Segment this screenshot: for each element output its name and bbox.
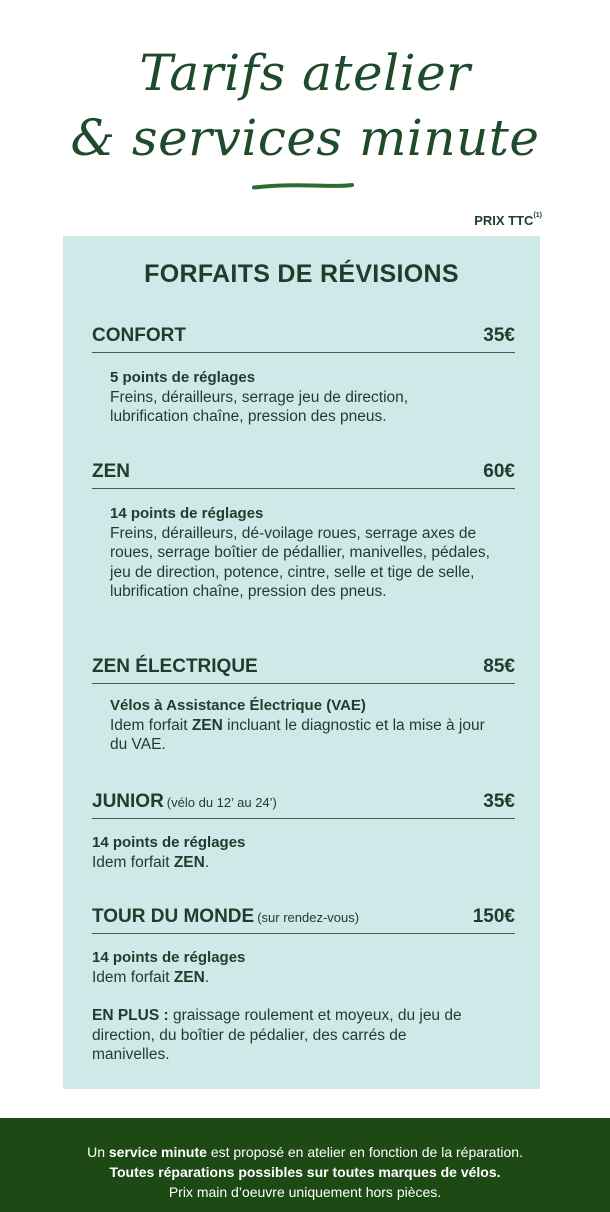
page-title-line-1: Tarifs atelier: [139, 44, 471, 102]
package-price: 35€: [483, 791, 515, 812]
package-header-junior: [92, 792, 515, 819]
package-description: Idem forfait ZEN incluant le diagnostic et la mise à jour du VAE.: [110, 716, 485, 753]
package-body-zen-electrique: [110, 696, 490, 755]
package-name: ZEN: [92, 461, 130, 482]
package-subtitle: 14 points de réglages: [92, 949, 246, 966]
package-name: JUNIOR (vélo du 12’ au 24’): [92, 791, 277, 812]
package-description: Freins, dérailleurs, dé-voilage roues, serrage axes de roues, serrage boîtier de pédallier, manivelles, pédales, jeu de direction, potence, cintre, selle et tige de selle, lubrification chaîne, pression des pneus.: [110, 524, 490, 600]
package-header-zen-electrique: [92, 657, 515, 684]
package-header-confort: [92, 326, 515, 353]
package-price: 150€: [472, 906, 515, 927]
package-description: Idem forfait ZEN.: [92, 968, 210, 986]
footer-line-1: Un service minute est proposé en atelier en fonction de la réparation.: [87, 1144, 523, 1160]
package-header-zen: [92, 462, 515, 489]
brush-underline: [252, 183, 354, 190]
price-label-text: PRIX TTC: [474, 213, 534, 228]
package-extra: EN PLUS : graissage roulement et moyeux, du jeu de direction, du boîtier de pédalier, des carrés de manivelles.: [92, 1007, 462, 1063]
package-header-tour-du-monde: [92, 907, 515, 934]
package-body-junior: [92, 833, 492, 872]
package-description: Freins, dérailleurs, serrage jeu de direction, lubrification chaîne, pression des pneus.: [110, 388, 409, 425]
package-body-zen: [110, 504, 500, 602]
package-name: TOUR DU MONDE (sur rendez-vous): [92, 906, 360, 927]
package-name: ZEN ÉLECTRIQUE: [92, 656, 258, 677]
package-subtitle: 5 points de réglages: [110, 369, 256, 386]
package-subtitle: 14 points de réglages: [92, 834, 246, 851]
package-note: (vélo du 12’ au 24’): [166, 795, 277, 810]
package-name: CONFORT: [92, 325, 186, 346]
page-title-line-2: & services minute: [70, 109, 540, 167]
price-label-footnote: (1): [533, 212, 542, 219]
section-title: FORFAITS DE RÉVISIONS: [144, 260, 459, 288]
package-price: 35€: [483, 325, 515, 346]
package-body-tour-du-monde: [92, 948, 472, 1065]
footer-line-2: Toutes réparations possibles sur toutes marques de vélos.: [109, 1164, 501, 1180]
package-subtitle: Vélos à Assistance Électrique (VAE): [110, 697, 366, 714]
package-price: 60€: [483, 461, 515, 482]
package-description: Idem forfait ZEN.: [92, 853, 210, 871]
package-note: (sur rendez-vous): [257, 910, 360, 925]
package-subtitle: 14 points de réglages: [110, 505, 264, 522]
package-price: 85€: [483, 656, 515, 677]
price-label: [474, 213, 542, 228]
footer-banner: [0, 1118, 610, 1212]
footer-line-3: Prix main d’oeuvre uniquement hors pièces.: [168, 1184, 442, 1200]
package-body-confort: [110, 368, 490, 427]
revisions-panel: [63, 236, 540, 1089]
